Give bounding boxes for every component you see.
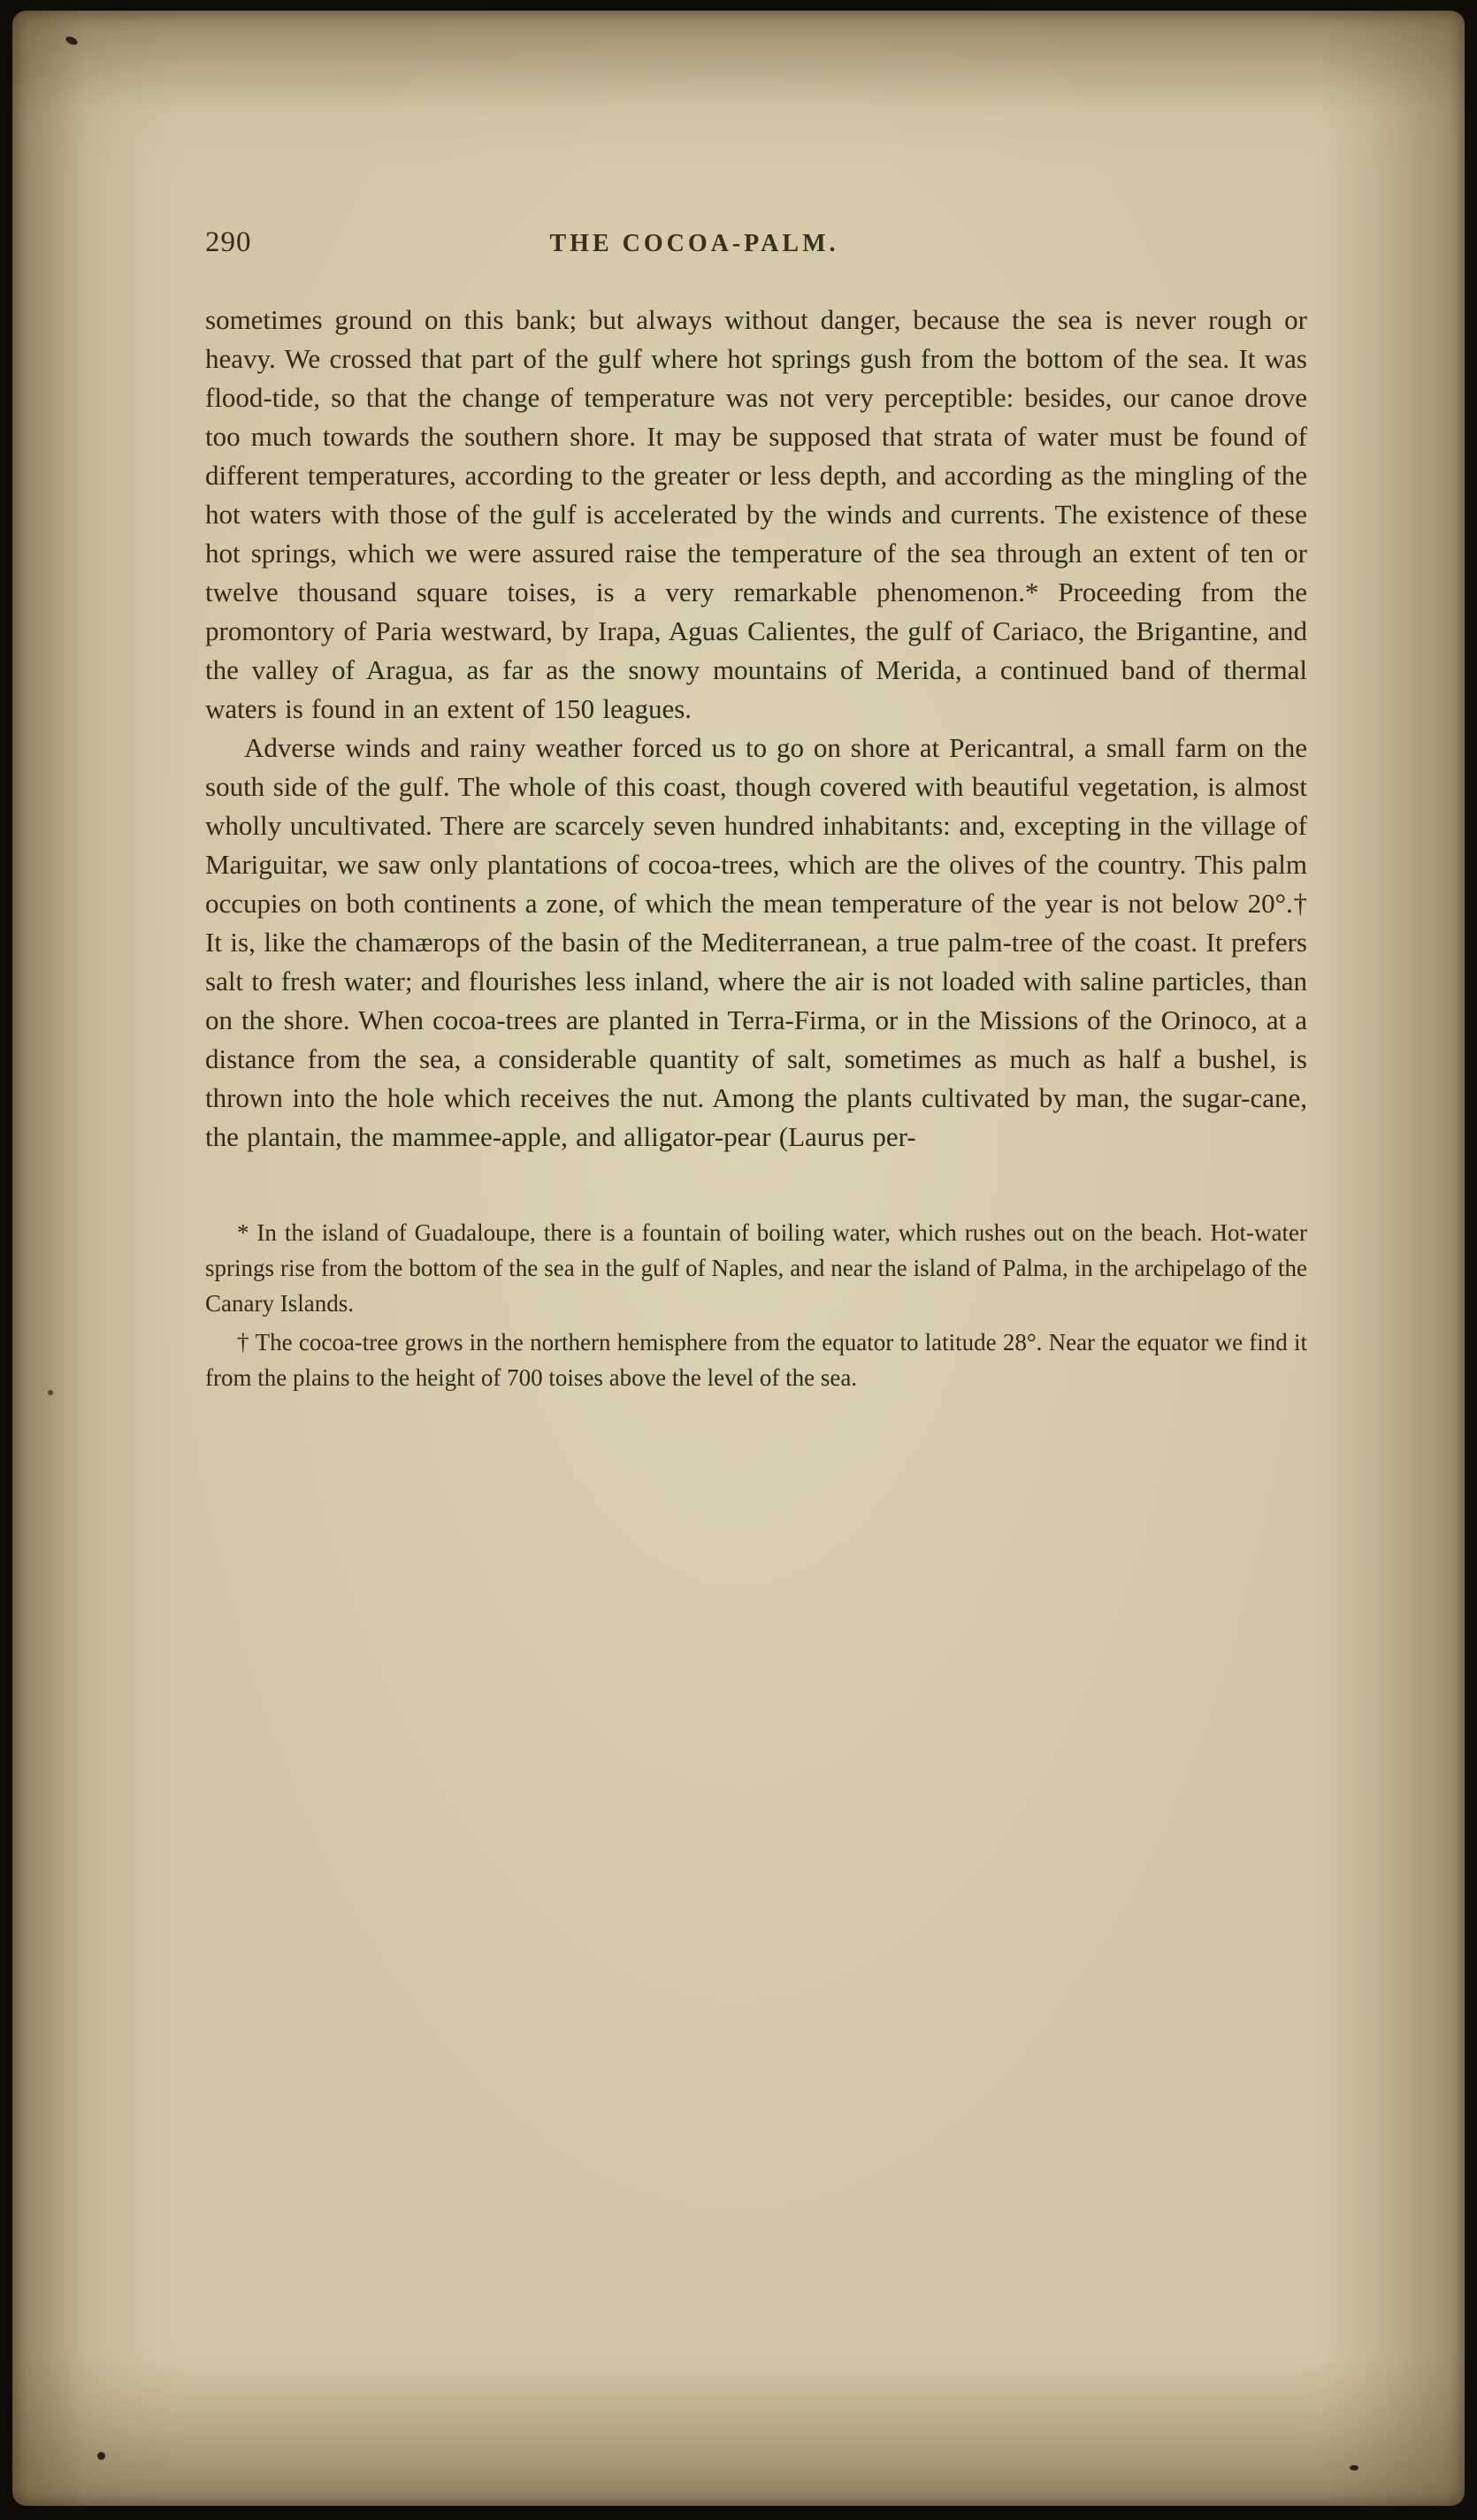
scan-speck [97, 2452, 105, 2460]
running-head [205, 226, 1307, 267]
body-text [205, 301, 1307, 1157]
running-title: THE COCOA-PALM. [549, 230, 839, 257]
page-content [205, 226, 1307, 1395]
page-number: 290 [205, 226, 252, 258]
footnote-asterisk: * In the island of Guadaloupe, there is a fountain of boiling water, which rushes out on the beach. Hot-water springs rise from the bottom of the sea in the gulf of Naples, and near the island of Palma, in the archipelago of the Canary Islands. [205, 1219, 1307, 1317]
scan-speck [1350, 2465, 1358, 2470]
scan-speck [48, 1390, 53, 1395]
scanned-book-page [12, 11, 1465, 2506]
footnote-dagger: † The cocoa-tree grows in the northern hemisphere from the equator to latitude 28°. Near the equator we find it from the plains to the height of 700 toises above the level of the sea. [205, 1329, 1307, 1391]
footnotes [205, 1215, 1307, 1395]
scan-speck [65, 34, 79, 46]
paragraph-continuation: sometimes ground on this bank; but always without danger, because the sea is never rough or heavy. We crossed that part of the gulf where hot springs gush from the bottom of the sea. It was flood-tide, so that the change of temperature was not very perceptible: besides, our canoe drove too much towards the southern shore. It may be supposed that strata of water must be found of different temperatures, according to the greater or less depth, and according as the mingling of the hot waters with those of the gulf is accelerated by the winds and currents. The existence of these hot springs, which we were assured raise the temperature of the sea through an extent of ten or twelve thousand square toises, is a very remarkable phenomenon.* Proceeding from the promontory of Paria westward, by Irapa, Aguas Calientes, the gulf of Cariaco, the Brigantine, and the valley of Aragua, as far as the snowy mountains of Merida, a continued band of thermal waters is found in an extent of 150 leagues. [205, 304, 1307, 724]
paragraph: Adverse winds and rainy weather forced us to go on shore at Pericantral, a small farm on the south side of the gulf. The whole of this coast, though covered with beautiful vegetation, is almost wholly uncultivated. There are scarcely seven hundred inhabitants: and, excepting in the village of Mariguitar, we saw only plantations of cocoa-trees, which are the olives of the country. This palm occupies on both continents a zone, of which the mean temperature of the year is not below 20°.† It is, like the chamærops of the basin of the Mediterranean, a true palm-tree of the coast. It prefers salt to fresh water; and flourishes less inland, where the air is not loaded with saline particles, than on the shore. When cocoa-trees are planted in Terra-Firma, or in the Missions of the Orinoco, at a distance from the sea, a considerable quantity of salt, sometimes as much as half a bushel, is thrown into the hole which receives the nut. Among the plants cultivated by man, the sugar-cane, the plantain, the mammee-apple, and alligator-pear (Laurus per- [205, 732, 1307, 1152]
